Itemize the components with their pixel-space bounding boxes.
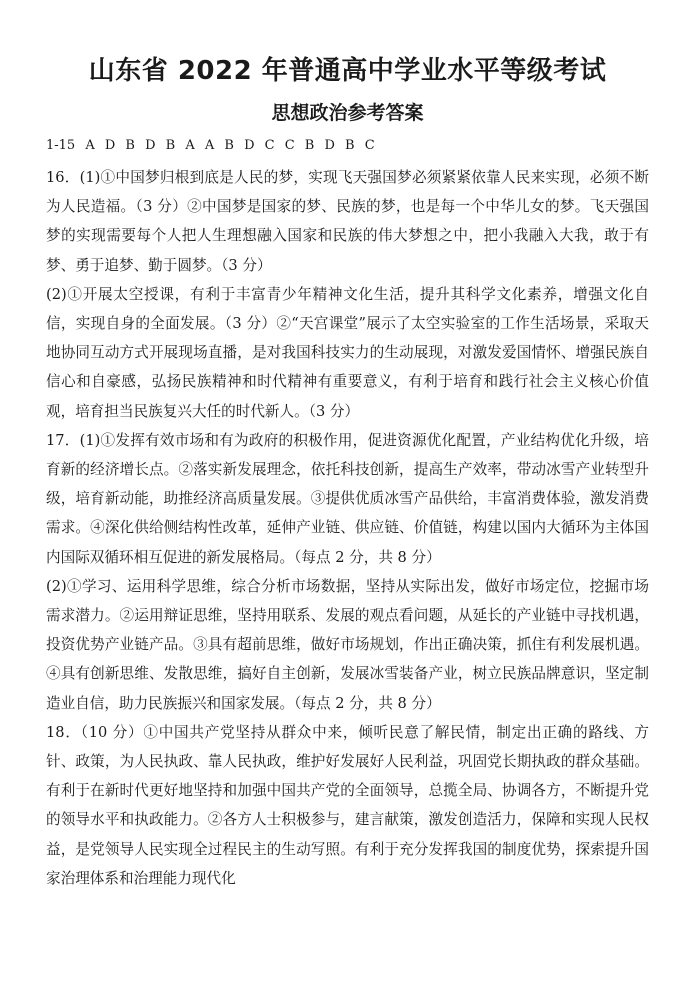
- answer-18: 18．（10 分）①中国共产党坚持从群众中来，倾听民意了解民情，制定出正确的路线、方针、政策，为人民执政、靠人民执政，维护好发展好人民利益，巩固党长期执政的群众基础。有利于在新时代更好地坚持和加强中国共产党的全面领导，总揽全局、协调各方，不断提升党的领导水平和执政能力。②各方人士积极参与，建言献策，激发创造活力，保障和实现人民权益，是党领导人民实现全过程民主的生动写照。有利于充分发挥我国的制度优势，探索提升国家治理体系和治理能力现代化: [46, 723, 649, 887]
- answer-16-part-1: 16．(1)①中国梦归根到底是人民的梦，实现飞天强国梦必须紧紧依靠人民来实现，必须不断为人民造福。（3 分）②中国梦是国家的梦、民族的梦，也是每一个中华儿女的梦。飞天强国梦的实现需要每个人把人生理想融入国家和民族的伟大梦想之中，把小我融入大我，敢于有梦、勇于追梦、勤于圆梦。（3 分）: [46, 169, 649, 274]
- answer-body: [46, 163, 649, 893]
- document-title: 山东省 2022 年普通高中学业水平等级考试: [88, 56, 607, 86]
- multiple-choice-answers: 1-15 A D B D B A A B D C C B D B C: [46, 138, 375, 153]
- answer-16-part-2: (2)①开展太空授课，有利于丰富青少年精神文化生活，提升其科学文化素养，增强文化自信，实现自身的全面发展。（3 分）②“天宫课堂”展示了太空实验室的工作生活场景，采取天地协同互动方式开展现场直播，是对我国科技实力的生动展现，对激发爱国情怀、增强民族自信心和自豪感，弘扬民族精神和时代精神有重要意义，有利于培育和践行社会主义核心价值观，培育担当民族复兴大任的时代新人。（3 分）: [46, 285, 649, 420]
- document-subtitle: 思想政治参考答案: [271, 102, 424, 124]
- answer-17-part-2: (2)①学习、运用科学思维，综合分析市场数据，坚持从实际出发，做好市场定位，挖掘市场需求潜力。②运用辩证思维，坚持用联系、发展的观点看问题，从延长的产业链中寻找机遇，投资优势产业链产品。③具有超前思维，做好市场规划，作出正确决策，抓住有利发展机遇。④具有创新思维、发散思维，搞好自主创新，发展冰雪装备产业，树立民族品牌意识，坚定制造业自信，助力民族振兴和国家发展。（每点 2 分，共 8 分）: [46, 577, 649, 712]
- answer-17-part-1: 17．(1)①发挥有效市场和有为政府的积极作用，促进资源优化配置，产业结构优化升级，培育新的经济增长点。②落实新发展理念，依托科技创新，提高生产效率，带动冰雪产业转型升级，培育新动能，助推经济高质量发展。③提供优质冰雪产品供给，丰富消费体验，激发消费需求。④深化供给侧结构性改革，延伸产业链、供应链、价值链，构建以国内大循环为主体国内国际双循环相互促进的新发展格局。（每点 2 分，共 8 分）: [46, 431, 649, 566]
